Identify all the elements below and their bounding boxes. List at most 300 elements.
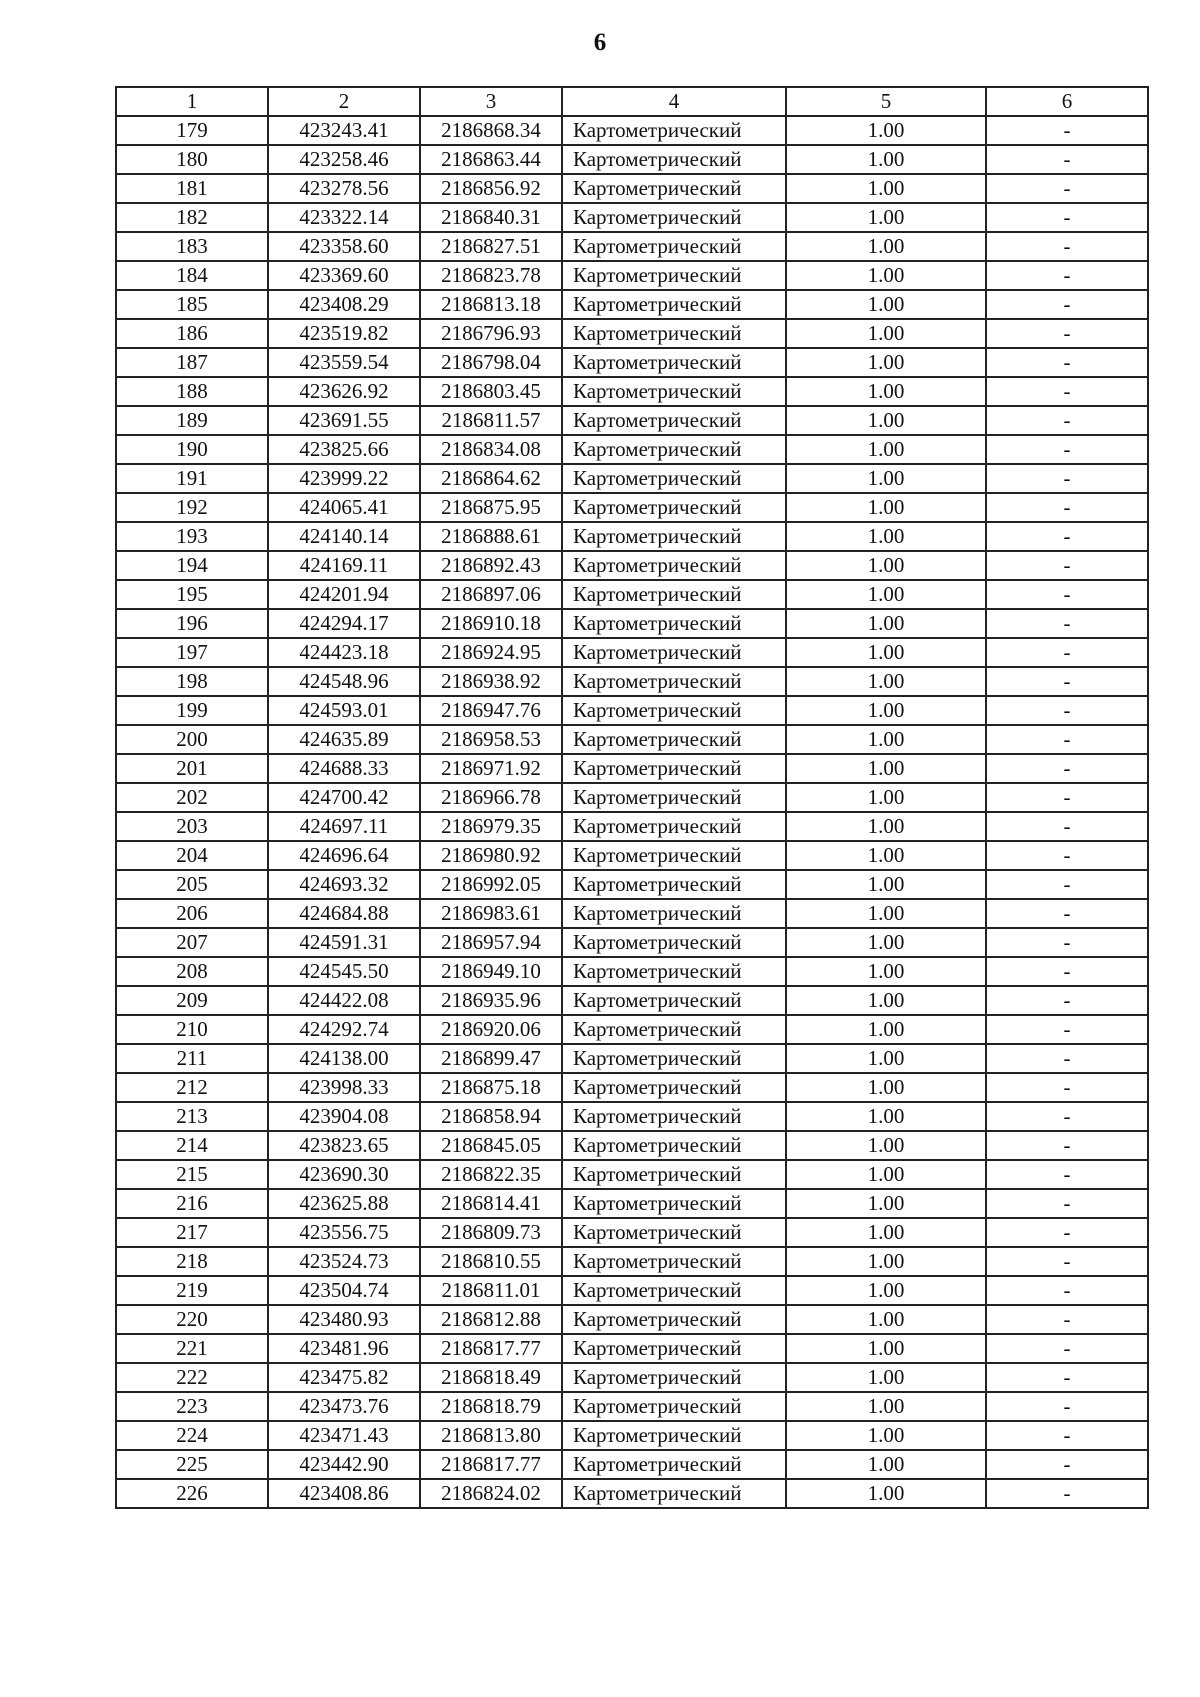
cell-note: - (986, 1247, 1148, 1276)
cell-y-coordinate: 2186875.95 (420, 493, 562, 522)
cell-point-number: 210 (116, 1015, 268, 1044)
cell-method: Картометрический (562, 348, 786, 377)
cell-y-coordinate: 2186888.61 (420, 522, 562, 551)
table-row (116, 1073, 1148, 1102)
cell-y-coordinate: 2186868.34 (420, 116, 562, 145)
cell-method: Картометрический (562, 783, 786, 812)
cell-accuracy: 1.00 (786, 986, 986, 1015)
cell-note: - (986, 435, 1148, 464)
cell-point-number: 219 (116, 1276, 268, 1305)
cell-x-coordinate: 424138.00 (268, 1044, 420, 1073)
cell-accuracy: 1.00 (786, 1189, 986, 1218)
cell-method: Картометрический (562, 841, 786, 870)
cell-method: Картометрический (562, 870, 786, 899)
cell-note: - (986, 377, 1148, 406)
cell-accuracy: 1.00 (786, 493, 986, 522)
cell-point-number: 191 (116, 464, 268, 493)
cell-accuracy: 1.00 (786, 319, 986, 348)
cell-y-coordinate: 2186796.93 (420, 319, 562, 348)
table-row (116, 464, 1148, 493)
header-cell-5: 5 (786, 87, 986, 116)
cell-note: - (986, 638, 1148, 667)
table-row (116, 493, 1148, 522)
cell-x-coordinate: 423473.76 (268, 1392, 420, 1421)
cell-note: - (986, 580, 1148, 609)
cell-accuracy: 1.00 (786, 174, 986, 203)
cell-note: - (986, 1189, 1148, 1218)
cell-accuracy: 1.00 (786, 928, 986, 957)
cell-point-number: 207 (116, 928, 268, 957)
cell-method: Картометрический (562, 319, 786, 348)
cell-method: Картометрический (562, 928, 786, 957)
cell-method: Картометрический (562, 812, 786, 841)
cell-x-coordinate: 424422.08 (268, 986, 420, 1015)
table-row (116, 1131, 1148, 1160)
header-row (116, 87, 1148, 116)
cell-y-coordinate: 2186813.18 (420, 290, 562, 319)
cell-point-number: 199 (116, 696, 268, 725)
cell-y-coordinate: 2186823.78 (420, 261, 562, 290)
cell-y-coordinate: 2186798.04 (420, 348, 562, 377)
cell-method: Картометрический (562, 232, 786, 261)
cell-point-number: 198 (116, 667, 268, 696)
cell-method: Картометрический (562, 1421, 786, 1450)
cell-accuracy: 1.00 (786, 725, 986, 754)
cell-point-number: 188 (116, 377, 268, 406)
cell-method: Картометрический (562, 435, 786, 464)
cell-x-coordinate: 423690.30 (268, 1160, 420, 1189)
cell-note: - (986, 696, 1148, 725)
cell-note: - (986, 667, 1148, 696)
cell-note: - (986, 754, 1148, 783)
cell-method: Картометрический (562, 899, 786, 928)
cell-note: - (986, 783, 1148, 812)
cell-note: - (986, 1305, 1148, 1334)
cell-note: - (986, 464, 1148, 493)
cell-point-number: 183 (116, 232, 268, 261)
cell-x-coordinate: 424065.41 (268, 493, 420, 522)
cell-y-coordinate: 2186924.95 (420, 638, 562, 667)
cell-method: Картометрический (562, 957, 786, 986)
cell-accuracy: 1.00 (786, 1102, 986, 1131)
cell-y-coordinate: 2186958.53 (420, 725, 562, 754)
cell-x-coordinate: 423408.86 (268, 1479, 420, 1508)
table-row (116, 580, 1148, 609)
cell-point-number: 211 (116, 1044, 268, 1073)
cell-point-number: 187 (116, 348, 268, 377)
cell-accuracy: 1.00 (786, 1218, 986, 1247)
cell-accuracy: 1.00 (786, 1015, 986, 1044)
cell-x-coordinate: 423480.93 (268, 1305, 420, 1334)
cell-y-coordinate: 2186817.77 (420, 1334, 562, 1363)
cell-accuracy: 1.00 (786, 1305, 986, 1334)
cell-method: Картометрический (562, 145, 786, 174)
cell-y-coordinate: 2186971.92 (420, 754, 562, 783)
cell-note: - (986, 1073, 1148, 1102)
cell-accuracy: 1.00 (786, 203, 986, 232)
cell-method: Картометрический (562, 1044, 786, 1073)
cell-y-coordinate: 2186809.73 (420, 1218, 562, 1247)
cell-accuracy: 1.00 (786, 1450, 986, 1479)
cell-x-coordinate: 424292.74 (268, 1015, 420, 1044)
table-row (116, 870, 1148, 899)
cell-point-number: 204 (116, 841, 268, 870)
cell-point-number: 189 (116, 406, 268, 435)
cell-note: - (986, 145, 1148, 174)
cell-y-coordinate: 2186983.61 (420, 899, 562, 928)
cell-x-coordinate: 423322.14 (268, 203, 420, 232)
cell-x-coordinate: 423625.88 (268, 1189, 420, 1218)
table-row (116, 1189, 1148, 1218)
table-row (116, 609, 1148, 638)
cell-x-coordinate: 423904.08 (268, 1102, 420, 1131)
cell-point-number: 212 (116, 1073, 268, 1102)
cell-note: - (986, 116, 1148, 145)
cell-accuracy: 1.00 (786, 638, 986, 667)
cell-y-coordinate: 2186814.41 (420, 1189, 562, 1218)
cell-note: - (986, 174, 1148, 203)
cell-accuracy: 1.00 (786, 464, 986, 493)
cell-y-coordinate: 2186863.44 (420, 145, 562, 174)
header-cell-2: 2 (268, 87, 420, 116)
cell-x-coordinate: 423999.22 (268, 464, 420, 493)
cell-accuracy: 1.00 (786, 1131, 986, 1160)
cell-x-coordinate: 423258.46 (268, 145, 420, 174)
table-row (116, 1102, 1148, 1131)
cell-point-number: 216 (116, 1189, 268, 1218)
cell-method: Картометрический (562, 725, 786, 754)
cell-accuracy: 1.00 (786, 435, 986, 464)
cell-y-coordinate: 2186812.88 (420, 1305, 562, 1334)
cell-x-coordinate: 423559.54 (268, 348, 420, 377)
cell-point-number: 193 (116, 522, 268, 551)
table-body (116, 116, 1148, 1508)
cell-point-number: 208 (116, 957, 268, 986)
cell-method: Картометрический (562, 377, 786, 406)
table-row (116, 1015, 1148, 1044)
cell-accuracy: 1.00 (786, 696, 986, 725)
cell-point-number: 218 (116, 1247, 268, 1276)
cell-method: Картометрический (562, 667, 786, 696)
table-row (116, 551, 1148, 580)
cell-note: - (986, 899, 1148, 928)
cell-x-coordinate: 424294.17 (268, 609, 420, 638)
cell-method: Картометрический (562, 1334, 786, 1363)
cell-x-coordinate: 423442.90 (268, 1450, 420, 1479)
cell-accuracy: 1.00 (786, 1160, 986, 1189)
header-cell-3: 3 (420, 87, 562, 116)
cell-x-coordinate: 423358.60 (268, 232, 420, 261)
cell-point-number: 205 (116, 870, 268, 899)
cell-accuracy: 1.00 (786, 667, 986, 696)
cell-x-coordinate: 424700.42 (268, 783, 420, 812)
cell-method: Картометрический (562, 1305, 786, 1334)
coordinates-table (115, 86, 1149, 1509)
cell-x-coordinate: 424548.96 (268, 667, 420, 696)
cell-method: Картометрический (562, 290, 786, 319)
cell-x-coordinate: 423626.92 (268, 377, 420, 406)
cell-y-coordinate: 2186864.62 (420, 464, 562, 493)
cell-y-coordinate: 2186818.49 (420, 1363, 562, 1392)
cell-y-coordinate: 2186897.06 (420, 580, 562, 609)
cell-x-coordinate: 423691.55 (268, 406, 420, 435)
cell-accuracy: 1.00 (786, 116, 986, 145)
cell-y-coordinate: 2186920.06 (420, 1015, 562, 1044)
cell-point-number: 196 (116, 609, 268, 638)
cell-note: - (986, 609, 1148, 638)
table-row (116, 1421, 1148, 1450)
table-row (116, 638, 1148, 667)
cell-point-number: 215 (116, 1160, 268, 1189)
cell-point-number: 201 (116, 754, 268, 783)
cell-point-number: 220 (116, 1305, 268, 1334)
table-row (116, 1160, 1148, 1189)
cell-method: Картометрический (562, 1218, 786, 1247)
cell-accuracy: 1.00 (786, 1334, 986, 1363)
cell-method: Картометрический (562, 174, 786, 203)
cell-y-coordinate: 2186811.01 (420, 1276, 562, 1305)
cell-method: Картометрический (562, 1189, 786, 1218)
cell-accuracy: 1.00 (786, 232, 986, 261)
table-row (116, 928, 1148, 957)
cell-note: - (986, 812, 1148, 841)
cell-accuracy: 1.00 (786, 1363, 986, 1392)
cell-point-number: 194 (116, 551, 268, 580)
cell-method: Картометрический (562, 1160, 786, 1189)
cell-point-number: 224 (116, 1421, 268, 1450)
cell-point-number: 179 (116, 116, 268, 145)
cell-accuracy: 1.00 (786, 1421, 986, 1450)
table-row (116, 957, 1148, 986)
cell-note: - (986, 522, 1148, 551)
cell-note: - (986, 493, 1148, 522)
cell-note: - (986, 1102, 1148, 1131)
cell-y-coordinate: 2186813.80 (420, 1421, 562, 1450)
cell-method: Картометрический (562, 464, 786, 493)
cell-note: - (986, 870, 1148, 899)
cell-y-coordinate: 2186875.18 (420, 1073, 562, 1102)
table-row (116, 174, 1148, 203)
cell-point-number: 225 (116, 1450, 268, 1479)
cell-accuracy: 1.00 (786, 957, 986, 986)
cell-note: - (986, 551, 1148, 580)
cell-point-number: 197 (116, 638, 268, 667)
cell-note: - (986, 1276, 1148, 1305)
table-row (116, 841, 1148, 870)
cell-method: Картометрический (562, 1073, 786, 1102)
cell-accuracy: 1.00 (786, 1479, 986, 1508)
cell-x-coordinate: 424635.89 (268, 725, 420, 754)
cell-accuracy: 1.00 (786, 1044, 986, 1073)
cell-method: Картометрический (562, 1450, 786, 1479)
cell-accuracy: 1.00 (786, 1073, 986, 1102)
cell-point-number: 202 (116, 783, 268, 812)
cell-x-coordinate: 423823.65 (268, 1131, 420, 1160)
cell-note: - (986, 1450, 1148, 1479)
table-row (116, 1450, 1148, 1479)
header-cell-1: 1 (116, 87, 268, 116)
cell-accuracy: 1.00 (786, 580, 986, 609)
cell-note: - (986, 1392, 1148, 1421)
cell-method: Картометрический (562, 1363, 786, 1392)
table-row (116, 1247, 1148, 1276)
cell-x-coordinate: 424140.14 (268, 522, 420, 551)
cell-point-number: 192 (116, 493, 268, 522)
cell-y-coordinate: 2186935.96 (420, 986, 562, 1015)
cell-point-number: 221 (116, 1334, 268, 1363)
cell-point-number: 182 (116, 203, 268, 232)
cell-y-coordinate: 2186818.79 (420, 1392, 562, 1421)
cell-point-number: 217 (116, 1218, 268, 1247)
table-row (116, 1305, 1148, 1334)
cell-method: Картометрический (562, 522, 786, 551)
cell-note: - (986, 928, 1148, 957)
cell-x-coordinate: 423998.33 (268, 1073, 420, 1102)
cell-x-coordinate: 424693.32 (268, 870, 420, 899)
cell-x-coordinate: 424688.33 (268, 754, 420, 783)
cell-note: - (986, 1044, 1148, 1073)
cell-x-coordinate: 423524.73 (268, 1247, 420, 1276)
cell-x-coordinate: 424696.64 (268, 841, 420, 870)
cell-method: Картометрический (562, 116, 786, 145)
cell-x-coordinate: 424423.18 (268, 638, 420, 667)
cell-accuracy: 1.00 (786, 870, 986, 899)
cell-y-coordinate: 2186980.92 (420, 841, 562, 870)
cell-point-number: 181 (116, 174, 268, 203)
cell-x-coordinate: 424169.11 (268, 551, 420, 580)
cell-accuracy: 1.00 (786, 812, 986, 841)
cell-y-coordinate: 2186966.78 (420, 783, 562, 812)
cell-x-coordinate: 424697.11 (268, 812, 420, 841)
cell-accuracy: 1.00 (786, 1276, 986, 1305)
cell-y-coordinate: 2186947.76 (420, 696, 562, 725)
cell-x-coordinate: 423475.82 (268, 1363, 420, 1392)
cell-note: - (986, 1334, 1148, 1363)
table-row (116, 522, 1148, 551)
cell-point-number: 214 (116, 1131, 268, 1160)
cell-note: - (986, 986, 1148, 1015)
cell-point-number: 222 (116, 1363, 268, 1392)
cell-accuracy: 1.00 (786, 899, 986, 928)
cell-accuracy: 1.00 (786, 145, 986, 174)
cell-method: Картометрический (562, 638, 786, 667)
cell-method: Картометрический (562, 580, 786, 609)
cell-y-coordinate: 2186811.57 (420, 406, 562, 435)
cell-y-coordinate: 2186858.94 (420, 1102, 562, 1131)
cell-y-coordinate: 2186910.18 (420, 609, 562, 638)
table-row (116, 203, 1148, 232)
table-row (116, 319, 1148, 348)
cell-note: - (986, 957, 1148, 986)
cell-method: Картометрический (562, 609, 786, 638)
cell-method: Картометрический (562, 696, 786, 725)
cell-y-coordinate: 2186810.55 (420, 1247, 562, 1276)
cell-method: Картометрический (562, 1276, 786, 1305)
cell-y-coordinate: 2186840.31 (420, 203, 562, 232)
cell-accuracy: 1.00 (786, 841, 986, 870)
cell-y-coordinate: 2186824.02 (420, 1479, 562, 1508)
cell-y-coordinate: 2186822.35 (420, 1160, 562, 1189)
cell-method: Картометрический (562, 261, 786, 290)
cell-accuracy: 1.00 (786, 348, 986, 377)
table-row (116, 986, 1148, 1015)
cell-point-number: 223 (116, 1392, 268, 1421)
header-cell-6: 6 (986, 87, 1148, 116)
table-row (116, 725, 1148, 754)
table-row (116, 261, 1148, 290)
cell-y-coordinate: 2186957.94 (420, 928, 562, 957)
cell-accuracy: 1.00 (786, 783, 986, 812)
cell-accuracy: 1.00 (786, 290, 986, 319)
cell-y-coordinate: 2186949.10 (420, 957, 562, 986)
header-cell-4: 4 (562, 87, 786, 116)
cell-method: Картометрический (562, 1015, 786, 1044)
cell-x-coordinate: 423243.41 (268, 116, 420, 145)
cell-x-coordinate: 423504.74 (268, 1276, 420, 1305)
cell-point-number: 209 (116, 986, 268, 1015)
cell-method: Картометрический (562, 493, 786, 522)
cell-x-coordinate: 423519.82 (268, 319, 420, 348)
cell-point-number: 200 (116, 725, 268, 754)
cell-note: - (986, 406, 1148, 435)
table-row (116, 812, 1148, 841)
cell-point-number: 203 (116, 812, 268, 841)
cell-accuracy: 1.00 (786, 377, 986, 406)
table-row (116, 290, 1148, 319)
cell-y-coordinate: 2186856.92 (420, 174, 562, 203)
cell-accuracy: 1.00 (786, 1392, 986, 1421)
table-row (116, 406, 1148, 435)
cell-point-number: 213 (116, 1102, 268, 1131)
cell-y-coordinate: 2186803.45 (420, 377, 562, 406)
table-row (116, 667, 1148, 696)
table-row (116, 1363, 1148, 1392)
cell-x-coordinate: 423481.96 (268, 1334, 420, 1363)
table-header (116, 87, 1148, 116)
cell-point-number: 186 (116, 319, 268, 348)
cell-x-coordinate: 424545.50 (268, 957, 420, 986)
table-row (116, 1276, 1148, 1305)
cell-point-number: 185 (116, 290, 268, 319)
cell-note: - (986, 1015, 1148, 1044)
page-number: 6 (593, 29, 607, 56)
cell-y-coordinate: 2186938.92 (420, 667, 562, 696)
cell-accuracy: 1.00 (786, 261, 986, 290)
cell-y-coordinate: 2186817.77 (420, 1450, 562, 1479)
cell-method: Картометрический (562, 203, 786, 232)
cell-y-coordinate: 2186834.08 (420, 435, 562, 464)
table-row (116, 1218, 1148, 1247)
cell-note: - (986, 203, 1148, 232)
cell-method: Картометрический (562, 406, 786, 435)
cell-point-number: 206 (116, 899, 268, 928)
cell-note: - (986, 261, 1148, 290)
cell-y-coordinate: 2186845.05 (420, 1131, 562, 1160)
cell-accuracy: 1.00 (786, 551, 986, 580)
cell-method: Картометрический (562, 1102, 786, 1131)
cell-note: - (986, 232, 1148, 261)
cell-accuracy: 1.00 (786, 1247, 986, 1276)
cell-method: Картометрический (562, 1131, 786, 1160)
cell-note: - (986, 1131, 1148, 1160)
cell-x-coordinate: 423825.66 (268, 435, 420, 464)
cell-method: Картометрический (562, 1392, 786, 1421)
cell-accuracy: 1.00 (786, 754, 986, 783)
table-row (116, 1044, 1148, 1073)
cell-point-number: 195 (116, 580, 268, 609)
table-row (116, 696, 1148, 725)
cell-point-number: 190 (116, 435, 268, 464)
